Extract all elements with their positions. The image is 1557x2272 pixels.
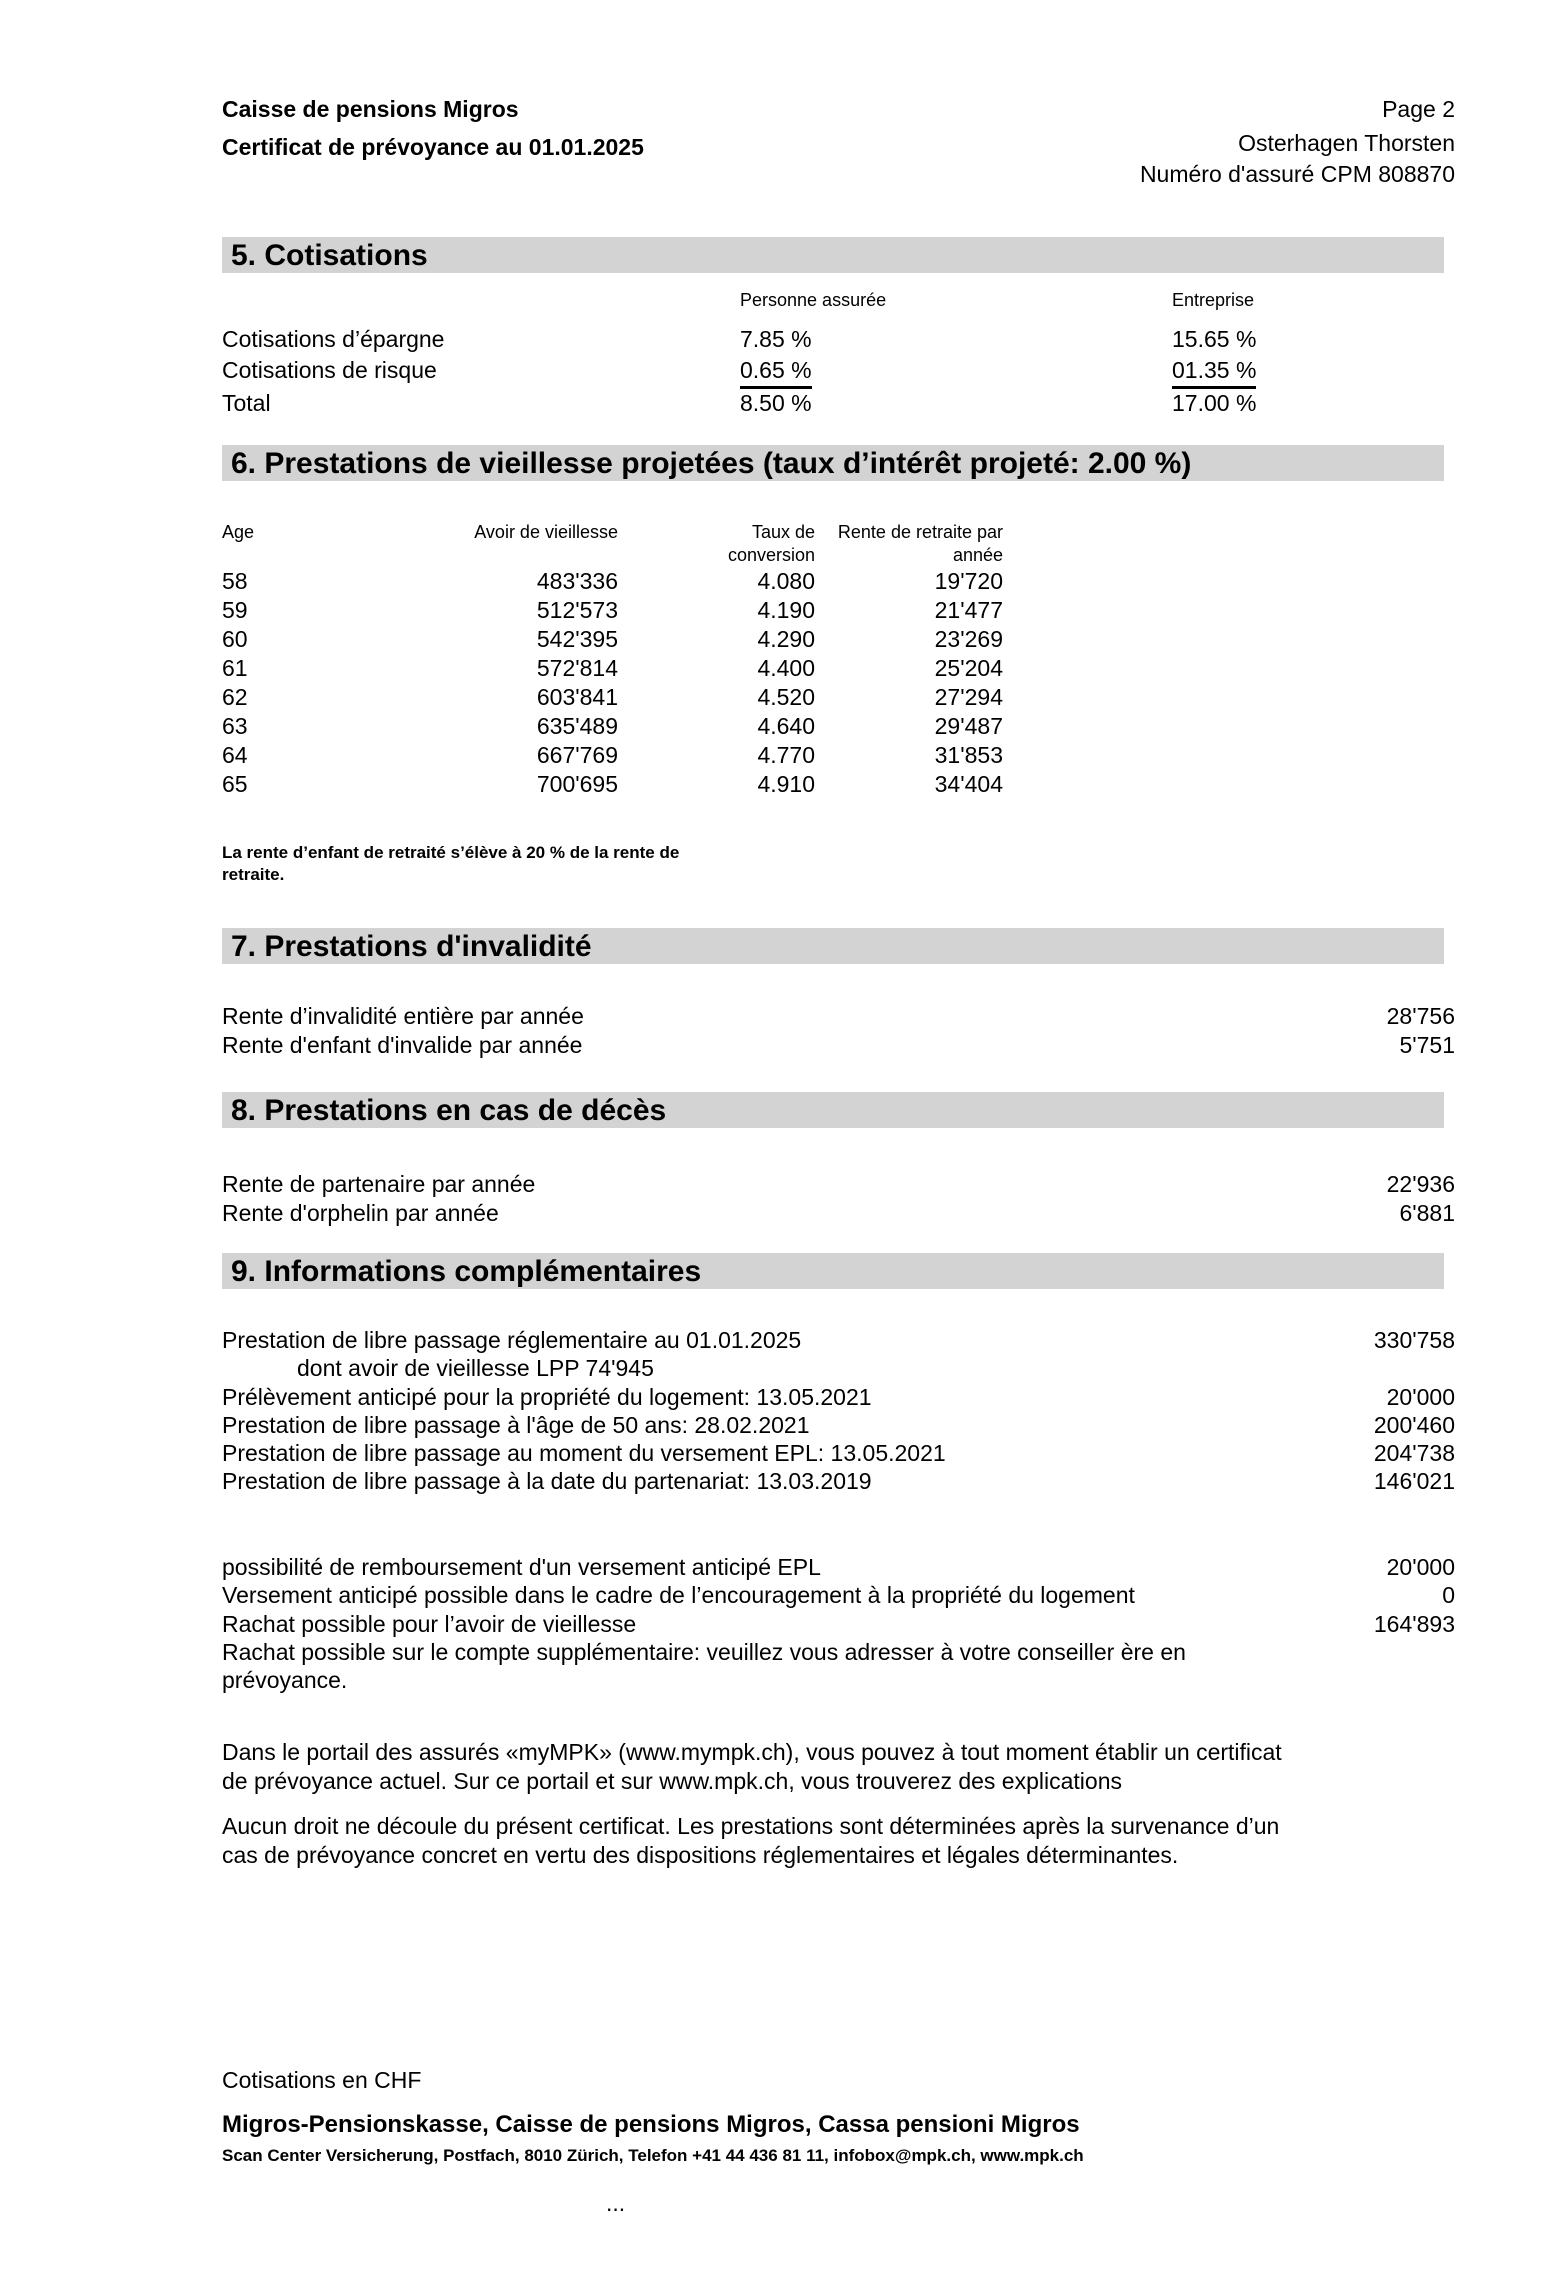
avoir-cell: 603'841 [536,684,618,710]
death-benefit-row [222,1171,1455,1200]
projection-row [222,655,1455,684]
info-label: Rachat possible sur le compte supplémentaire: veuillez vous adresser à votre conseiller ère en [222,1639,1186,1665]
page-number: Page 2 [1382,96,1455,122]
rente-cell: 34'404 [934,771,1003,797]
invalidity-value: 5'751 [1399,1032,1455,1058]
contribution-company-value: 15.65 % [1172,326,1257,352]
age-cell: 65 [222,771,248,797]
insured-number: Numéro d'assuré CPM 808870 [1139,161,1455,187]
projection-row [222,771,1455,800]
section-5-heading: 5. Cotisations [222,237,1444,273]
taux-cell: 4.080 [757,568,815,594]
rente-cell: 21'477 [934,597,1003,623]
info-label: Versement anticipé possible dans le cadre de l’encouragement à la propriété du logement [222,1582,1135,1608]
info-row [222,1327,1455,1356]
col-company-header: Entreprise [1172,290,1255,310]
avoir-cell: 572'814 [536,655,618,681]
info-value: 330'758 [1373,1327,1455,1353]
info-label: possibilité de remboursement d'un versement anticipé EPL [222,1554,821,1580]
projection-footnote-line1: La rente d’enfant de retraité s’élève à 20 % de la rente de [222,843,680,862]
contribution-company-value: 17.00 % [1172,390,1257,416]
info-label: Prestation de libre passage au moment du versement EPL: 13.05.2021 [222,1440,946,1466]
disclaimer-paragraph-line2: cas de prévoyance concret en vertu des dispositions réglementaires et légales déterminantes. [222,1842,1179,1868]
death-benefit-label: Rente de partenaire par année [222,1171,536,1197]
info-value: 146'021 [1373,1468,1455,1494]
taux-cell: 4.640 [757,713,815,739]
contribution-company-value: 01.35 % [1172,357,1256,389]
avoir-cell: 512'573 [536,597,618,623]
document-subtitle: Certificat de prévoyance au 01.01.2025 [222,134,644,160]
section-8-heading: 8. Prestations en cas de décès [222,1092,1444,1128]
info-row [222,1554,1455,1583]
info-value: 204'738 [1373,1440,1455,1466]
info-value: 20'000 [1386,1384,1455,1410]
taux-cell: 4.910 [757,771,815,797]
section-9-heading: 9. Informations complémentaires [222,1253,1444,1289]
invalidity-label: Rente d’invalidité entière par année [222,1003,584,1029]
info-value: 164'893 [1373,1611,1455,1637]
contribution-person-value: 8.50 % [740,390,812,416]
footer-address-line: Scan Center Versicherung, Postfach, 8010 Zürich, Telefon +41 44 436 81 11, infobox@mpk.ch, www.mpk.ch [222,2146,1084,2165]
disclaimer-paragraph-line1: Aucun droit ne découle du présent certificat. Les prestations sont déterminées après la survenance d’un [222,1813,1280,1839]
info-label: prévoyance. [222,1667,348,1693]
info-row [222,1667,1455,1696]
contribution-label: Cotisations d’épargne [222,326,445,352]
section-6-heading: 6. Prestations de vieillesse projetées (taux d’intérêt projeté: 2.00 %) [222,445,1444,481]
col-person-header: Personne assurée [740,290,887,310]
portal-paragraph-line2: de prévoyance actuel. Sur ce portail et sur www.mpk.ch, vous trouverez des explications [222,1768,1122,1794]
death-benefit-value: 6'881 [1399,1200,1455,1226]
info-label: Prestation de libre passage réglementaire au 01.01.2025 [222,1327,802,1353]
avoir-cell: 667'769 [536,742,618,768]
contribution-label: Total [222,390,271,416]
taux-cell: 4.290 [757,626,815,652]
info-row [222,1611,1455,1640]
taux-cell: 4.400 [757,655,815,681]
invalidity-row [222,1032,1455,1061]
avoir-cell: 483'336 [536,568,618,594]
continuation-mark: ... [606,2190,626,2216]
age-cell: 63 [222,713,248,739]
info-value: 200'460 [1373,1412,1455,1438]
info-label: dont avoir de vieillesse LPP 74'945 [297,1355,654,1381]
col-rente-header: Rente de retraite par [837,522,1003,542]
rente-cell: 23'269 [934,626,1003,652]
projection-row [222,568,1455,597]
contribution-person-value: 7.85 % [740,326,812,352]
projection-row [222,597,1455,626]
currency-note: Cotisations en CHF [222,2067,422,2093]
section-5-column-headers [222,290,1455,319]
invalidity-row [222,1003,1455,1032]
contribution-row [222,357,1455,386]
projection-row [222,684,1455,713]
insured-name: Osterhagen Thorsten [1238,130,1455,156]
rente-cell: 27'294 [934,684,1003,710]
age-cell: 61 [222,655,248,681]
portal-paragraph-line1: Dans le portail des assurés «myMPK» (www.mympk.ch), vous pouvez à tout moment établir un certificat [222,1739,1282,1765]
rente-cell: 25'204 [934,655,1003,681]
avoir-cell: 635'489 [536,713,618,739]
col-avoir-header: Avoir de vieillesse [474,522,618,542]
info-label: Prestation de libre passage à l'âge de 50 ans: 28.02.2021 [222,1412,810,1438]
invalidity-label: Rente d'enfant d'invalide par année [222,1032,583,1058]
info-row [222,1468,1455,1497]
age-cell: 59 [222,597,248,623]
info-label: Prélèvement anticipé pour la propriété du logement: 13.05.2021 [222,1384,872,1410]
contribution-row-total [222,390,1455,419]
info-row [222,1355,1455,1384]
info-row [222,1639,1455,1668]
info-value: 0 [1442,1582,1455,1608]
death-benefit-value: 22'936 [1386,1171,1455,1197]
age-cell: 64 [222,742,248,768]
projection-row [222,742,1455,771]
taux-cell: 4.190 [757,597,815,623]
contribution-label: Cotisations de risque [222,357,437,383]
col-rente-header-2: année [952,545,1003,565]
contribution-row [222,326,1455,355]
taux-cell: 4.770 [757,742,815,768]
col-taux-header-2: conversion [727,545,815,565]
death-benefit-label: Rente d'orphelin par année [222,1200,499,1226]
rente-cell: 31'853 [934,742,1003,768]
info-value: 20'000 [1386,1554,1455,1580]
section-7-heading: 7. Prestations d'invalidité [222,928,1444,964]
projection-footnote-line2: retraite. [222,865,285,884]
info-label: Rachat possible pour l’avoir de vieillesse [222,1611,637,1637]
taux-cell: 4.520 [757,684,815,710]
death-benefit-row [222,1200,1455,1229]
document-title: Caisse de pensions Migros [222,96,519,122]
info-row [222,1384,1455,1413]
col-taux-header: Taux de [751,522,815,542]
info-row [222,1440,1455,1469]
projection-row [222,626,1455,655]
rente-cell: 29'487 [934,713,1003,739]
age-cell: 58 [222,568,248,594]
age-cell: 62 [222,684,248,710]
avoir-cell: 700'695 [536,771,618,797]
col-age-header: Age [222,522,255,542]
invalidity-value: 28'756 [1386,1003,1455,1029]
age-cell: 60 [222,626,248,652]
rente-cell: 19'720 [934,568,1003,594]
avoir-cell: 542'395 [536,626,618,652]
info-row [222,1412,1455,1441]
info-label: Prestation de libre passage à la date du partenariat: 13.03.2019 [222,1468,872,1494]
contribution-person-value: 0.65 % [740,357,812,389]
footer-company-line: Migros-Pensionskasse, Caisse de pensions Migros, Cassa pensioni Migros [222,2111,1080,2138]
info-row [222,1582,1455,1611]
projection-row [222,713,1455,742]
